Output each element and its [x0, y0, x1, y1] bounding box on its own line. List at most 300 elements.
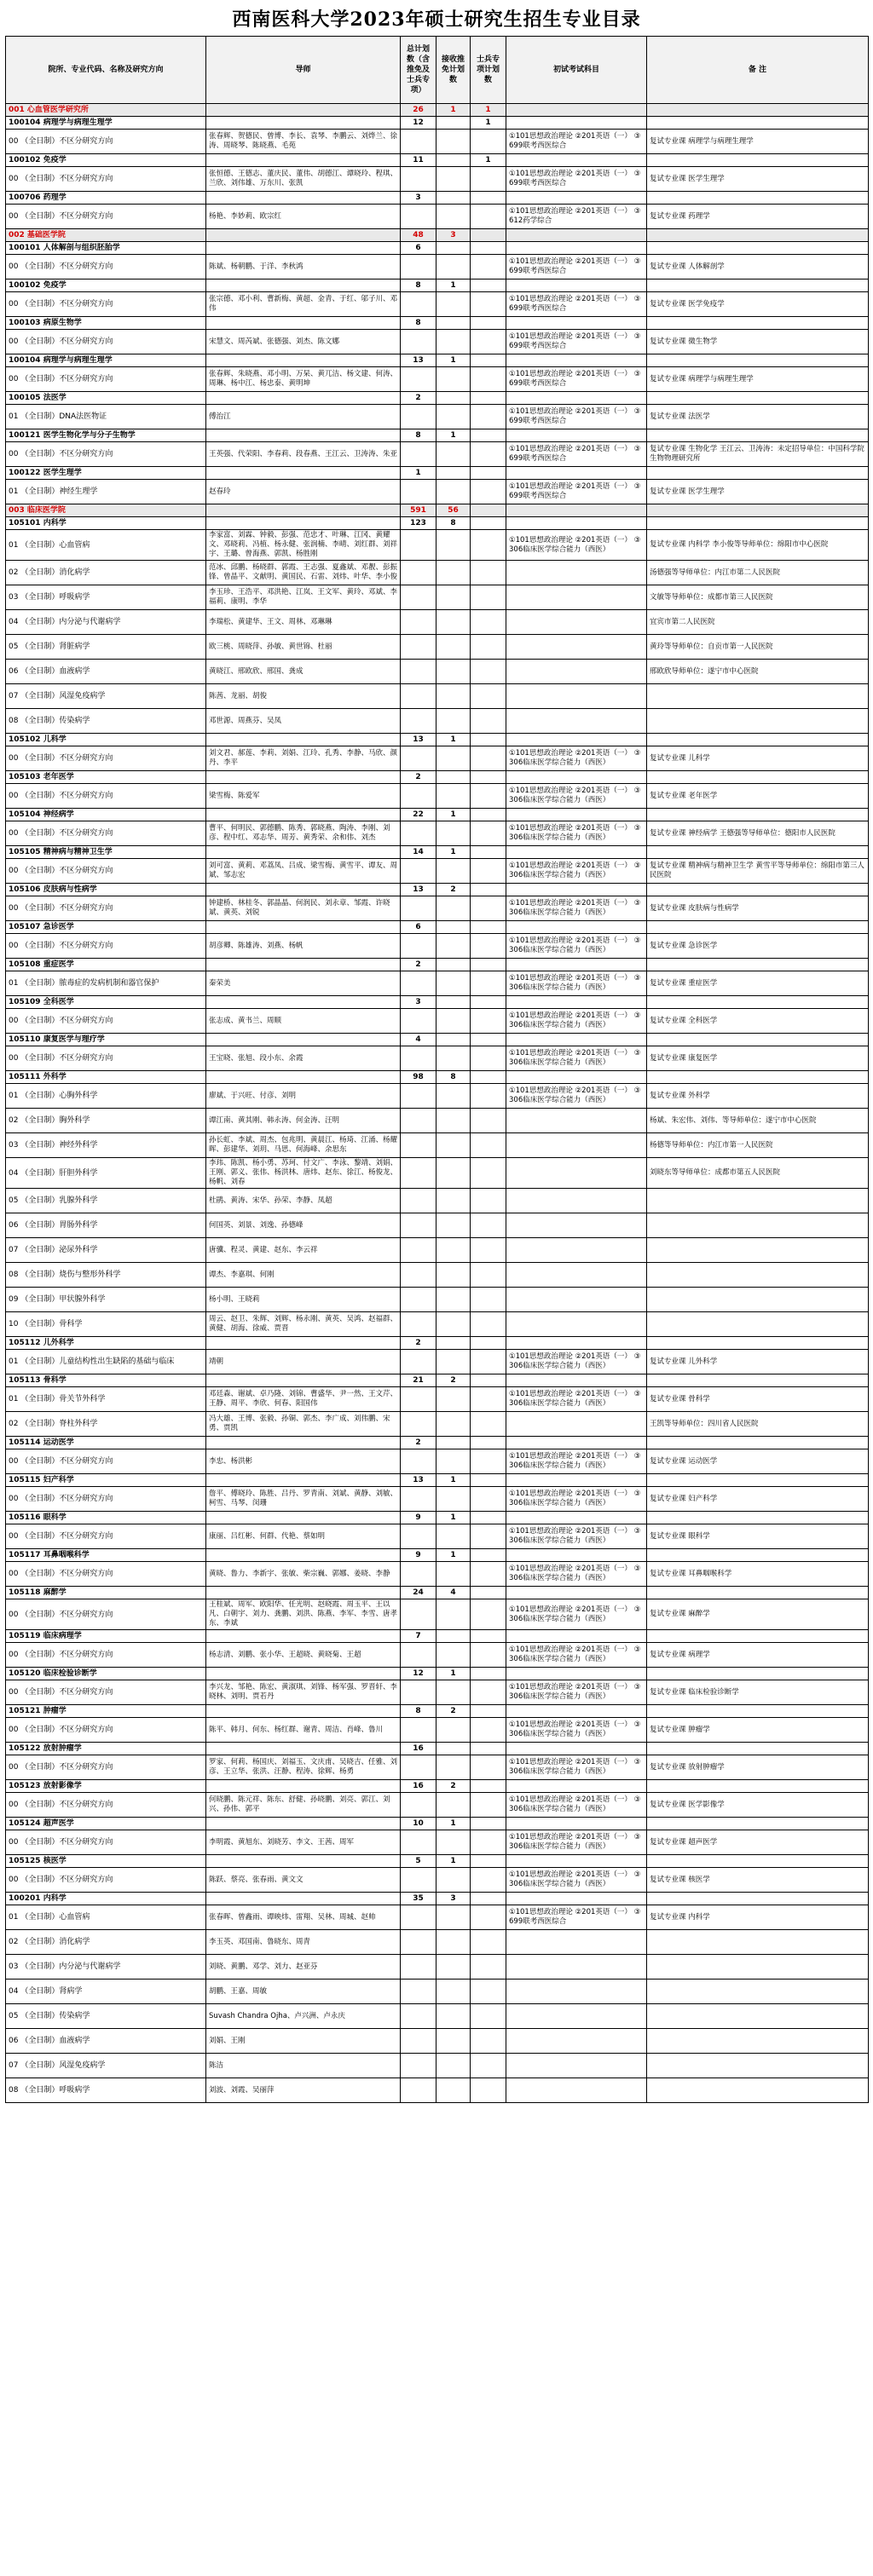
- note-cell: [647, 921, 869, 934]
- supervisor-cell: [206, 996, 401, 1009]
- college-name-cell: 001 心血管医学研究所: [6, 104, 206, 117]
- note-cell: [647, 771, 869, 784]
- note-cell: 复试专业课 内科学 李小俊等导师单位：绵阳市中心医院: [647, 530, 869, 561]
- table-body: [6, 104, 869, 2103]
- direction-row: [6, 2054, 869, 2078]
- supervisor-cell: 邓世源、周燕芬、吴凤: [206, 709, 401, 734]
- note-cell: 复试专业课 临床检验诊断学: [647, 1680, 869, 1705]
- supervisor-cell: [206, 1549, 401, 1562]
- plan-cell: [401, 1238, 436, 1263]
- note-cell: 杨斌、朱宏伟、刘伟、等导师单位：遂宁市中心医院: [647, 1109, 869, 1133]
- plan-cell: [401, 784, 436, 809]
- direction-name-cell: 03 （全日制）神经外科学: [6, 1133, 206, 1158]
- soldier-cell: [471, 1374, 506, 1387]
- supervisor-cell: [206, 467, 401, 480]
- soldier-cell: [471, 846, 506, 859]
- direction-name-cell: 01 （全日制）心胸外科学: [6, 1084, 206, 1109]
- note-cell: [647, 117, 869, 130]
- exam-subjects-cell: ①101思想政治理论 ②201英语（一） ③306临床医学综合能力（西医）: [506, 1009, 647, 1034]
- major-name-cell: 105108 重症医学: [6, 959, 206, 971]
- exam-subjects-cell: ①101思想政治理论 ②201英语（一） ③306临床医学综合能力（西医）: [506, 1487, 647, 1512]
- direction-name-cell: 00 （全日制）不区分研究方向: [6, 442, 206, 467]
- note-cell: [647, 1980, 869, 2004]
- major-name-cell: 105104 神经病学: [6, 809, 206, 821]
- direction-row: [6, 1009, 869, 1034]
- soldier-cell: 1: [471, 154, 506, 167]
- supervisor-cell: [206, 1337, 401, 1350]
- supervisor-cell: 范冰、邱鹏、杨晓群、郭霞、王志强、夏鑫斌、邓靓、彭振锋、曾晶平、文献明、黄国民、石雷、刘炜、叶华、李小俊: [206, 561, 401, 585]
- exam-subjects-cell: ①101思想政治理论 ②201英语（一） ③306临床医学综合能力（西医）: [506, 896, 647, 921]
- direction-row: [6, 367, 869, 392]
- direction-name-cell: 04 （全日制）肝胆外科学: [6, 1158, 206, 1189]
- supervisor-cell: [206, 104, 401, 117]
- major-name-cell: 105112 儿外科学: [6, 1337, 206, 1350]
- direction-row: [6, 1524, 869, 1549]
- plan-cell: 14: [401, 846, 436, 859]
- plan-cell: [401, 530, 436, 561]
- supervisor-cell: [206, 1743, 401, 1755]
- supervisor-cell: 刘波、刘霞、吴丽萍: [206, 2078, 401, 2103]
- exam-subjects-cell: [506, 1374, 647, 1387]
- exam-subjects-cell: [506, 1213, 647, 1238]
- note-cell: [647, 1855, 869, 1868]
- note-cell: [647, 154, 869, 167]
- supervisor-cell: 胡彦卿、陈雄涛、刘燕、杨帆: [206, 934, 401, 959]
- direction-row: [6, 1487, 869, 1512]
- plan-cell: [401, 405, 436, 429]
- major-row: [6, 1780, 869, 1793]
- soldier-cell: [471, 1009, 506, 1034]
- supervisor-cell: [206, 242, 401, 255]
- soldier-cell: [471, 442, 506, 467]
- soldier-cell: [471, 1830, 506, 1855]
- direction-name-cell: 00 （全日制）不区分研究方向: [6, 1680, 206, 1705]
- direction-row: [6, 561, 869, 585]
- plan-cell: [401, 1680, 436, 1705]
- supervisor-cell: 陈斌、杨朝鹏、于洋、李秋鸿: [206, 255, 401, 279]
- plan-cell: 2: [401, 392, 436, 405]
- soldier-cell: [471, 167, 506, 192]
- major-name-cell: 105121 肿瘤学: [6, 1705, 206, 1718]
- note-cell: [647, 1818, 869, 1830]
- note-cell: [647, 1374, 869, 1387]
- direction-name-cell: 04 （全日制）肾病学: [6, 1980, 206, 2004]
- supervisor-cell: 李明霞、黄旭东、刘晓芳、李文、王茜、周军: [206, 1830, 401, 1855]
- major-name-cell: 105117 耳鼻咽喉科学: [6, 1549, 206, 1562]
- plan-cell: [401, 1930, 436, 1955]
- recommend-cell: [436, 959, 471, 971]
- exam-subjects-cell: [506, 467, 647, 480]
- recommend-cell: 8: [436, 517, 471, 530]
- recommend-cell: [436, 1599, 471, 1630]
- note-cell: [647, 517, 869, 530]
- recommend-cell: 1: [436, 809, 471, 821]
- major-row: [6, 846, 869, 859]
- supervisor-cell: 詹平、傅晓玲、陈胜、吕丹、罗青南、刘斌、黄静、刘敏、柯雪、马琴、闵珊: [206, 1487, 401, 1512]
- recommend-cell: [436, 1630, 471, 1643]
- plan-cell: [401, 1905, 436, 1930]
- note-cell: 复试专业课 放射肿瘤学: [647, 1755, 869, 1780]
- major-row: [6, 242, 869, 255]
- note-cell: 复试专业课 皮肤病与性病学: [647, 896, 869, 921]
- exam-subjects-cell: [506, 104, 647, 117]
- soldier-cell: [471, 746, 506, 771]
- direction-row: [6, 1562, 869, 1587]
- recommend-cell: 1: [436, 1818, 471, 1830]
- soldier-cell: [471, 996, 506, 1009]
- plan-cell: 48: [401, 229, 436, 242]
- plan-cell: 9: [401, 1512, 436, 1524]
- direction-row: [6, 1133, 869, 1158]
- recommend-cell: [436, 1034, 471, 1046]
- recommend-cell: [436, 1743, 471, 1755]
- soldier-cell: [471, 1046, 506, 1071]
- direction-row: [6, 635, 869, 660]
- major-row: [6, 1034, 869, 1046]
- recommend-cell: [436, 1680, 471, 1705]
- direction-row: [6, 1755, 869, 1780]
- exam-subjects-cell: [506, 1549, 647, 1562]
- direction-row: [6, 405, 869, 429]
- plan-cell: 8: [401, 317, 436, 330]
- recommend-cell: [436, 1524, 471, 1549]
- recommend-cell: [436, 2029, 471, 2054]
- note-cell: [647, 1034, 869, 1046]
- recommend-cell: [436, 1238, 471, 1263]
- major-row: [6, 517, 869, 530]
- supervisor-cell: 李玮、陈凯、杨小勇、苏珂、付文广、李泳、黎靖、刘娟、王刚、郭义、张伟、杨洪林、唐炜、赵东、徐江、杨俊龙、杨帆、刘春: [206, 1158, 401, 1189]
- college-row: [6, 504, 869, 517]
- exam-subjects-cell: [506, 317, 647, 330]
- soldier-cell: [471, 1643, 506, 1668]
- direction-name-cell: 00 （全日制）不区分研究方向: [6, 1830, 206, 1855]
- note-cell: 汤德强等导师单位：内江市第二人民医院: [647, 561, 869, 585]
- soldier-cell: [471, 1109, 506, 1133]
- major-row: [6, 1668, 869, 1680]
- note-cell: [647, 467, 869, 480]
- direction-name-cell: 00 （全日制）不区分研究方向: [6, 1046, 206, 1071]
- soldier-cell: [471, 896, 506, 921]
- exam-subjects-cell: ①101思想政治理论 ②201英语（一） ③699联考西医综合: [506, 405, 647, 429]
- plan-cell: [401, 610, 436, 635]
- direction-name-cell: 08 （全日制）呼吸病学: [6, 2078, 206, 2103]
- recommend-cell: 2: [436, 1705, 471, 1718]
- direction-name-cell: 01 （全日制）心血管病: [6, 1905, 206, 1930]
- exam-subjects-cell: [506, 229, 647, 242]
- plan-cell: [401, 585, 436, 610]
- note-cell: 复试专业课 肿瘤学: [647, 1718, 869, 1743]
- recommend-cell: [436, 1263, 471, 1288]
- direction-name-cell: 01 （全日制）儿童结构性出生缺陷的基础与临床: [6, 1350, 206, 1374]
- supervisor-cell: [206, 1071, 401, 1084]
- supervisor-cell: 刘可富、黄莉、邓荔凤、吕成、梁雪梅、黄雪平、谭友、周斌、邹志宏: [206, 859, 401, 884]
- plan-cell: [401, 746, 436, 771]
- supervisor-cell: 傅治江: [206, 405, 401, 429]
- plan-cell: 6: [401, 921, 436, 934]
- exam-subjects-cell: [506, 1133, 647, 1158]
- major-name-cell: 105109 全科医学: [6, 996, 206, 1009]
- note-cell: 复试专业课 病理学: [647, 1643, 869, 1668]
- note-cell: 复试专业课 运动医学: [647, 1449, 869, 1474]
- supervisor-cell: 张春辉、贺德民、曾博、李长、袁琴、李鹏云、刘烨兰、徐涛、周晓琴、陈晓燕、毛苑: [206, 130, 401, 154]
- soldier-cell: [471, 784, 506, 809]
- supervisor-cell: [206, 392, 401, 405]
- supervisor-cell: 邓廷森、谢斌、卓乃隆、刘锦、曹盛华、尹一然、王文芹、王静、周平、李欣、何春、阳国伟: [206, 1387, 401, 1412]
- supervisor-cell: [206, 1437, 401, 1449]
- exam-subjects-cell: [506, 921, 647, 934]
- note-cell: 复试专业课 医学影像学: [647, 1793, 869, 1818]
- supervisor-cell: [206, 192, 401, 205]
- major-name-cell: 100122 医学生理学: [6, 467, 206, 480]
- supervisor-cell: 李玉珍、王浩平、邓洪艳、江岚、王文军、黄玲、邓斌、李福莉、康明、李华: [206, 585, 401, 610]
- supervisor-cell: 冯大雄、王博、张毅、孙铜、郭杰、李广成、刘伟鹏、宋勇、贾凯: [206, 1412, 401, 1437]
- recommend-cell: 2: [436, 884, 471, 896]
- soldier-cell: [471, 1350, 506, 1374]
- soldier-cell: [471, 1449, 506, 1474]
- soldier-cell: [471, 1412, 506, 1437]
- recommend-cell: [436, 1337, 471, 1350]
- major-row: [6, 1705, 869, 1718]
- note-cell: [647, 1668, 869, 1680]
- exam-subjects-cell: [506, 192, 647, 205]
- soldier-cell: [471, 330, 506, 354]
- soldier-cell: [471, 1133, 506, 1158]
- exam-subjects-cell: ①101思想政治理论 ②201英语（一） ③306临床医学综合能力（西医）: [506, 1868, 647, 1893]
- supervisor-cell: 曹平、何明民、郭德鹏、陈秀、郭晓燕、陶涛、李刚、刘彦、程中红、邓志华、周芳、黄秀荣、余和伟、刘杰: [206, 821, 401, 846]
- plan-cell: 591: [401, 504, 436, 517]
- exam-subjects-cell: ①101思想政治理论 ②201英语（一） ③306临床医学综合能力（西医）: [506, 821, 647, 846]
- major-name-cell: 100102 免疫学: [6, 279, 206, 292]
- supervisor-cell: [206, 884, 401, 896]
- exam-subjects-cell: [506, 1158, 647, 1189]
- supervisor-cell: 王桂斌、周军、欧阳华、任光明、赵晓霞、周玉平、王以凡、白朝宇、刘力、龚鹏、刘洪、陈燕、李军、李雪、唐孝东、李斌: [206, 1599, 401, 1630]
- recommend-cell: [436, 1643, 471, 1668]
- direction-name-cell: 00 （全日制）不区分研究方向: [6, 746, 206, 771]
- soldier-cell: [471, 292, 506, 317]
- direction-row: [6, 1599, 869, 1630]
- soldier-cell: [471, 1680, 506, 1705]
- supervisor-cell: [206, 846, 401, 859]
- soldier-cell: [471, 660, 506, 684]
- recommend-cell: [436, 405, 471, 429]
- note-cell: [647, 1512, 869, 1524]
- recommend-cell: [436, 442, 471, 467]
- plan-cell: [401, 2078, 436, 2103]
- direction-row: [6, 784, 869, 809]
- plan-cell: [401, 1487, 436, 1512]
- header-recommend: 接收推免计划数: [436, 37, 471, 104]
- note-cell: [647, 709, 869, 734]
- soldier-cell: [471, 1668, 506, 1680]
- exam-subjects-cell: [506, 635, 647, 660]
- soldier-cell: [471, 1893, 506, 1905]
- plan-cell: [401, 1312, 436, 1337]
- major-name-cell: 100102 免疫学: [6, 154, 206, 167]
- direction-row: [6, 1980, 869, 2004]
- recommend-cell: [436, 1084, 471, 1109]
- soldier-cell: [471, 1512, 506, 1524]
- direction-name-cell: 00 （全日制）不区分研究方向: [6, 1793, 206, 1818]
- plan-cell: [401, 1387, 436, 1412]
- direction-row: [6, 585, 869, 610]
- supervisor-cell: 梁雪梅、陈爱军: [206, 784, 401, 809]
- soldier-cell: [471, 1387, 506, 1412]
- direction-name-cell: 03 （全日制）内分泌与代谢病学: [6, 1955, 206, 1980]
- note-cell: [647, 242, 869, 255]
- supervisor-cell: 秦荣美: [206, 971, 401, 996]
- plan-cell: 2: [401, 959, 436, 971]
- major-name-cell: 105113 骨科学: [6, 1374, 206, 1387]
- header-note: 备 注: [647, 37, 869, 104]
- note-cell: [647, 1587, 869, 1599]
- recommend-cell: [436, 1793, 471, 1818]
- direction-row: [6, 660, 869, 684]
- direction-name-cell: 01 （全日制）神经生理学: [6, 480, 206, 504]
- exam-subjects-cell: ①101思想政治理论 ②201英语（一） ③306临床医学综合能力（西医）: [506, 1387, 647, 1412]
- major-row: [6, 959, 869, 971]
- recommend-cell: [436, 784, 471, 809]
- recommend-cell: [436, 1158, 471, 1189]
- major-name-cell: 105116 眼科学: [6, 1512, 206, 1524]
- direction-name-cell: 06 （全日制）胃肠外科学: [6, 1213, 206, 1238]
- soldier-cell: [471, 242, 506, 255]
- note-cell: [647, 2054, 869, 2078]
- exam-subjects-cell: [506, 1034, 647, 1046]
- major-row: [6, 1549, 869, 1562]
- exam-subjects-cell: ①101思想政治理论 ②201英语（一） ③306临床医学综合能力（西医）: [506, 1524, 647, 1549]
- exam-subjects-cell: [506, 242, 647, 255]
- soldier-cell: [471, 709, 506, 734]
- direction-name-cell: 00 （全日制）不区分研究方向: [6, 1449, 206, 1474]
- recommend-cell: 1: [436, 279, 471, 292]
- exam-subjects-cell: [506, 1587, 647, 1599]
- exam-subjects-cell: [506, 809, 647, 821]
- supervisor-cell: [206, 429, 401, 442]
- soldier-cell: [471, 504, 506, 517]
- direction-name-cell: 00 （全日制）不区分研究方向: [6, 1524, 206, 1549]
- direction-name-cell: 04 （全日制）内分泌与代谢病学: [6, 610, 206, 635]
- exam-subjects-cell: [506, 959, 647, 971]
- major-row: [6, 392, 869, 405]
- soldier-cell: [471, 585, 506, 610]
- exam-subjects-cell: [506, 1893, 647, 1905]
- note-cell: [647, 1071, 869, 1084]
- recommend-cell: 4: [436, 1587, 471, 1599]
- recommend-cell: [436, 530, 471, 561]
- supervisor-cell: 陈茜、龙丽、胡俊: [206, 684, 401, 709]
- note-cell: [647, 846, 869, 859]
- plan-cell: 13: [401, 734, 436, 746]
- exam-subjects-cell: [506, 2029, 647, 2054]
- note-cell: [647, 1630, 869, 1643]
- recommend-cell: 1: [436, 104, 471, 117]
- recommend-cell: [436, 130, 471, 154]
- supervisor-cell: 赵春玲: [206, 480, 401, 504]
- direction-row: [6, 442, 869, 467]
- direction-row: [6, 1312, 869, 1337]
- soldier-cell: [471, 1263, 506, 1288]
- direction-name-cell: 01 （全日制）心血管病: [6, 530, 206, 561]
- recommend-cell: [436, 317, 471, 330]
- plan-cell: 11: [401, 154, 436, 167]
- soldier-cell: [471, 971, 506, 996]
- note-cell: 复试专业课 病理学与病理生理学: [647, 130, 869, 154]
- plan-cell: [401, 934, 436, 959]
- recommend-cell: 1: [436, 429, 471, 442]
- note-cell: 复试专业课 重症医学: [647, 971, 869, 996]
- direction-name-cell: 01 （全日制）DNA法医物证: [6, 405, 206, 429]
- supervisor-cell: 黄晓、鲁力、李新宇、张敏、柴宗巍、郭娜、姜晓、李静: [206, 1562, 401, 1587]
- note-cell: 王凯等导师单位：四川省人民医院: [647, 1412, 869, 1437]
- exam-subjects-cell: [506, 1512, 647, 1524]
- exam-subjects-cell: [506, 610, 647, 635]
- direction-name-cell: 00 （全日制）不区分研究方向: [6, 1755, 206, 1780]
- direction-row: [6, 1213, 869, 1238]
- exam-subjects-cell: [506, 660, 647, 684]
- plan-cell: [401, 1599, 436, 1630]
- note-cell: [647, 429, 869, 442]
- direction-name-cell: 07 （全日制）泌尿外科学: [6, 1238, 206, 1263]
- direction-name-cell: 02 （全日制）消化病学: [6, 561, 206, 585]
- exam-subjects-cell: ①101思想政治理论 ②201英语（一） ③306临床医学综合能力（西医）: [506, 1718, 647, 1743]
- direction-row: [6, 292, 869, 317]
- note-cell: 复试专业课 麻醉学: [647, 1599, 869, 1630]
- recommend-cell: 1: [436, 1512, 471, 1524]
- major-name-cell: 105123 放射影像学: [6, 1780, 206, 1793]
- note-cell: [647, 1337, 869, 1350]
- soldier-cell: [471, 517, 506, 530]
- note-cell: 复试专业课 急诊医学: [647, 934, 869, 959]
- soldier-cell: [471, 1312, 506, 1337]
- supervisor-cell: 张恒德、王德志、董庆民、董伟、胡德江、谭晓玲、程琪、兰欣、刘伟雄、万东川、张凯: [206, 167, 401, 192]
- exam-subjects-cell: [506, 585, 647, 610]
- note-cell: 杨德等导师单位：内江市第一人民医院: [647, 1133, 869, 1158]
- direction-name-cell: 00 （全日制）不区分研究方向: [6, 167, 206, 192]
- direction-row: [6, 821, 869, 846]
- plan-cell: [401, 1524, 436, 1549]
- soldier-cell: [471, 405, 506, 429]
- recommend-cell: 1: [436, 1668, 471, 1680]
- supervisor-cell: 杨小明、王晓莉: [206, 1288, 401, 1312]
- note-cell: [647, 1312, 869, 1337]
- note-cell: 复试专业课 全科医学: [647, 1009, 869, 1034]
- supervisor-cell: [206, 1818, 401, 1830]
- supervisor-cell: [206, 1512, 401, 1524]
- note-cell: 刘晓东等导师单位：成都市第五人民医院: [647, 1158, 869, 1189]
- soldier-cell: [471, 2054, 506, 2078]
- soldier-cell: [471, 1955, 506, 1980]
- note-cell: [647, 229, 869, 242]
- soldier-cell: [471, 1524, 506, 1549]
- exam-subjects-cell: [506, 1955, 647, 1980]
- plan-cell: [401, 1449, 436, 1474]
- recommend-cell: 3: [436, 229, 471, 242]
- exam-subjects-cell: [506, 279, 647, 292]
- plan-cell: [401, 1189, 436, 1213]
- recommend-cell: [436, 921, 471, 934]
- supervisor-cell: [206, 354, 401, 367]
- exam-subjects-cell: [506, 846, 647, 859]
- supervisor-cell: [206, 317, 401, 330]
- major-name-cell: 100101 人体解剖与组织胚胎学: [6, 242, 206, 255]
- plan-cell: [401, 859, 436, 884]
- supervisor-cell: 欧三桃、周晓萍、孙敏、黄世锦、杜丽: [206, 635, 401, 660]
- direction-name-cell: 07 （全日制）风湿免疫病学: [6, 684, 206, 709]
- direction-row: [6, 1793, 869, 1818]
- plan-cell: [401, 2029, 436, 2054]
- recommend-cell: [436, 684, 471, 709]
- recommend-cell: [436, 1930, 471, 1955]
